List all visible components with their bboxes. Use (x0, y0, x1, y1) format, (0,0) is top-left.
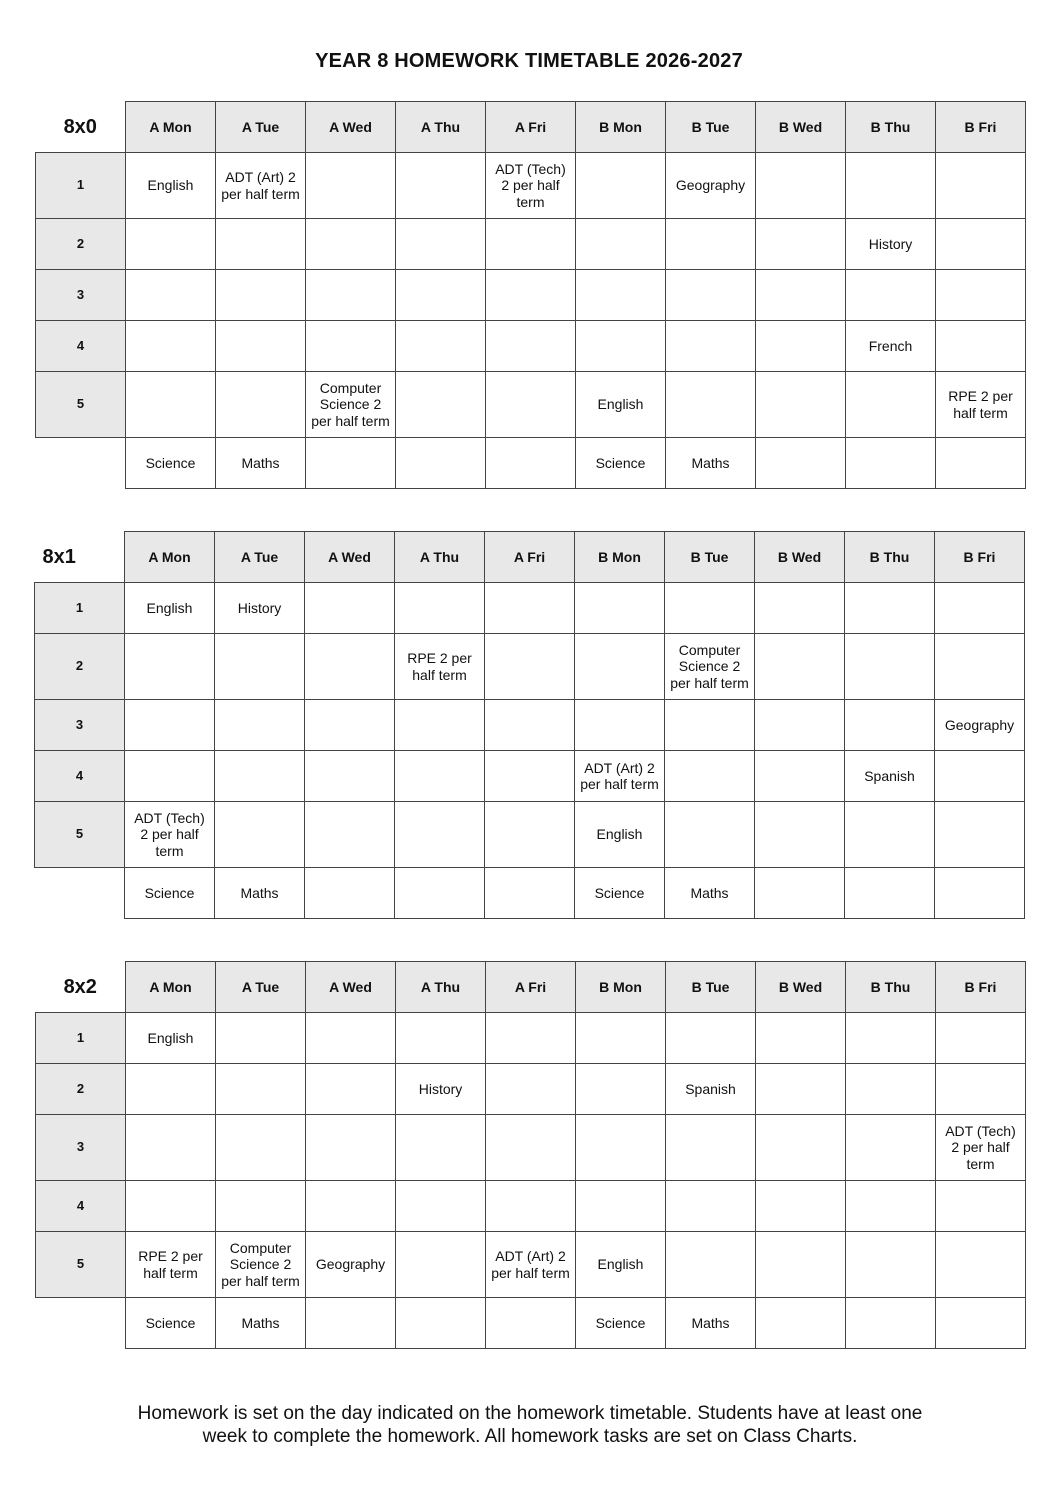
timetable-cell (936, 1232, 1026, 1298)
timetable-cell (305, 751, 395, 802)
timetable-cell (306, 438, 396, 489)
timetable-cell (396, 321, 486, 372)
timetable-cell (216, 1013, 306, 1064)
timetable-cell: Geography (666, 153, 756, 219)
period-label: 4 (36, 321, 126, 372)
timetable-cell (126, 1115, 216, 1181)
day-header: A Wed (306, 102, 396, 153)
day-header: B Fri (935, 532, 1025, 583)
timetable-cell: Spanish (845, 751, 935, 802)
timetable-cell (486, 372, 576, 438)
timetable-cell (665, 802, 755, 868)
timetable-cell (936, 1181, 1026, 1232)
period-label: 2 (35, 634, 125, 700)
timetable-cell (306, 1181, 396, 1232)
timetable-cell (215, 700, 305, 751)
day-header: B Wed (756, 962, 846, 1013)
timetable-cell (756, 1298, 846, 1349)
timetable-cell: RPE 2 per half term (936, 372, 1026, 438)
timetable-cell (666, 1115, 756, 1181)
day-header: B Thu (846, 962, 936, 1013)
timetable-cell: RPE 2 per half term (126, 1232, 216, 1298)
timetable-cell (395, 868, 485, 919)
timetable-cell (216, 1181, 306, 1232)
day-header: A Thu (396, 962, 486, 1013)
timetable-cell (306, 1115, 396, 1181)
timetable-cell: Geography (306, 1232, 396, 1298)
timetable-cell (395, 751, 485, 802)
timetable-cell (396, 153, 486, 219)
timetable-8x2 (35, 961, 1026, 1349)
timetable-cell: Computer Science 2 per half term (306, 372, 396, 438)
timetable-cell (756, 1013, 846, 1064)
timetable-cell (846, 270, 936, 321)
day-header: B Tue (665, 532, 755, 583)
timetable-cell (845, 634, 935, 700)
timetable-cell (756, 1115, 846, 1181)
timetable-cell (306, 219, 396, 270)
timetable-cell (846, 153, 936, 219)
timetable-cell (846, 372, 936, 438)
timetable-cell (755, 583, 845, 634)
day-header: B Thu (846, 102, 936, 153)
timetable-cell (576, 270, 666, 321)
timetable-cell (576, 1181, 666, 1232)
timetable-cell: Maths (666, 1298, 756, 1349)
timetable-cell (486, 1115, 576, 1181)
period-label: 3 (36, 1115, 126, 1181)
timetable-cell (846, 1064, 936, 1115)
timetable-cell (486, 270, 576, 321)
timetable-cell (666, 1232, 756, 1298)
timetable-cell (936, 153, 1026, 219)
timetable-cell: English (576, 372, 666, 438)
timetable-cell (305, 634, 395, 700)
timetable-cell (755, 634, 845, 700)
period-label: 5 (35, 802, 125, 868)
timetable-cell (306, 1064, 396, 1115)
timetable-8x0 (35, 101, 1026, 489)
timetable-cell (486, 1013, 576, 1064)
timetable-cell (396, 372, 486, 438)
day-header: B Fri (936, 962, 1026, 1013)
timetable-cell (216, 372, 306, 438)
period-label: 5 (36, 372, 126, 438)
timetable-cell (306, 270, 396, 321)
timetable-cell (306, 1013, 396, 1064)
timetable-cell: English (126, 153, 216, 219)
timetable-cell (936, 1064, 1026, 1115)
timetable-cell (575, 583, 665, 634)
day-header: A Mon (125, 532, 215, 583)
timetable-cell (936, 1298, 1026, 1349)
timetable-cell (126, 1064, 216, 1115)
timetable-cell (756, 1232, 846, 1298)
timetable-cell (846, 1013, 936, 1064)
timetable-cell: History (396, 1064, 486, 1115)
timetable-cell (485, 868, 575, 919)
timetable-cell: French (846, 321, 936, 372)
timetable-cell (305, 583, 395, 634)
timetable-cell (936, 438, 1026, 489)
period-label: 4 (36, 1181, 126, 1232)
timetable-cell (215, 634, 305, 700)
timetable-cell (575, 700, 665, 751)
timetable-cell (396, 1298, 486, 1349)
timetable-cell: History (215, 583, 305, 634)
timetable-cell (215, 802, 305, 868)
timetable-cell (936, 270, 1026, 321)
timetable-cell (215, 751, 305, 802)
period-label: 1 (36, 153, 126, 219)
timetable-cell (755, 751, 845, 802)
day-header: B Mon (576, 962, 666, 1013)
day-header: A Thu (396, 102, 486, 153)
timetable-cell (666, 270, 756, 321)
timetable-cell (756, 372, 846, 438)
timetable-cell (395, 583, 485, 634)
period-label: 1 (35, 583, 125, 634)
day-header: B Wed (755, 532, 845, 583)
timetable-cell (756, 321, 846, 372)
timetable-cell (576, 1115, 666, 1181)
timetable-cell (396, 1181, 486, 1232)
timetable-cell (486, 438, 576, 489)
period-label: 3 (36, 270, 126, 321)
timetable-cell: Maths (216, 1298, 306, 1349)
timetable-cell: Maths (666, 438, 756, 489)
timetable-cell (306, 321, 396, 372)
timetable-cell: ADT (Art) 2 per half term (575, 751, 665, 802)
footer-note: Homework is set on the day indicated on the homework timetable. Students have at least one week to complete the homework. All homework tasks are set on Class Charts. (137, 1403, 923, 1447)
blank-cell (36, 438, 126, 489)
timetable-cell: ADT (Art) 2 per half term (216, 153, 306, 219)
timetable-cell (486, 321, 576, 372)
timetable-cell (846, 1115, 936, 1181)
day-header: B Mon (575, 532, 665, 583)
timetable-cell (485, 802, 575, 868)
timetable-cell (125, 634, 215, 700)
timetable-cell (576, 1013, 666, 1064)
timetable-cell (666, 1013, 756, 1064)
timetable-cell (396, 1013, 486, 1064)
timetable-cell (396, 438, 486, 489)
timetable-cell (306, 153, 396, 219)
timetable-cell (485, 751, 575, 802)
timetable-cell: ADT (Tech) 2 per half term (486, 153, 576, 219)
timetable-cell (935, 634, 1025, 700)
timetable-cell: Geography (935, 700, 1025, 751)
timetable-cell: Science (126, 1298, 216, 1349)
timetable-cell (305, 700, 395, 751)
blank-cell (36, 1298, 126, 1349)
timetable-cell (666, 372, 756, 438)
timetable-cell (756, 1064, 846, 1115)
timetable-cell: Computer Science 2 per half term (216, 1232, 306, 1298)
timetable-cell (305, 802, 395, 868)
timetable-cell: English (575, 802, 665, 868)
timetable-cell (396, 219, 486, 270)
timetable-cell: ADT (Tech) 2 per half term (125, 802, 215, 868)
timetable-cell: Maths (216, 438, 306, 489)
blank-cell (35, 868, 125, 919)
day-header: A Tue (216, 102, 306, 153)
timetable-8x1 (34, 531, 1025, 919)
timetable-cell (576, 321, 666, 372)
day-header: A Fri (486, 962, 576, 1013)
timetable-cell: English (125, 583, 215, 634)
timetable-cell (666, 1181, 756, 1232)
timetable-cell (665, 700, 755, 751)
timetable-cell (845, 868, 935, 919)
timetable-cell (665, 583, 755, 634)
timetable-cell (396, 270, 486, 321)
period-label: 3 (35, 700, 125, 751)
class-name: 8x2 (63, 975, 97, 998)
timetable-cell: ADT (Art) 2 per half term (486, 1232, 576, 1298)
timetable-cell: Spanish (666, 1064, 756, 1115)
timetable-cell (756, 1181, 846, 1232)
timetable-cell (126, 321, 216, 372)
day-header: B Wed (756, 102, 846, 153)
period-label: 5 (36, 1232, 126, 1298)
timetable-cell (125, 751, 215, 802)
timetable-cell: Science (125, 868, 215, 919)
day-header: B Fri (936, 102, 1026, 153)
timetable-cell: English (126, 1013, 216, 1064)
period-label: 4 (35, 751, 125, 802)
timetable-cell (576, 1064, 666, 1115)
timetable-cell: RPE 2 per half term (395, 634, 485, 700)
timetable-cell (485, 634, 575, 700)
timetable-cell (486, 1298, 576, 1349)
timetable-cell (126, 1181, 216, 1232)
timetable-cell (306, 1298, 396, 1349)
timetable-cell (216, 1115, 306, 1181)
timetable-cell (845, 583, 935, 634)
timetable-cell (305, 868, 395, 919)
period-label: 1 (36, 1013, 126, 1064)
timetable-cell (935, 868, 1025, 919)
timetable-cell (126, 372, 216, 438)
class-name: 8x1 (42, 545, 76, 568)
timetable-cell (576, 153, 666, 219)
timetable-cell (755, 868, 845, 919)
timetable-cell (395, 700, 485, 751)
timetable-cell (846, 1232, 936, 1298)
period-label: 2 (36, 1064, 126, 1115)
timetable-cell (666, 219, 756, 270)
timetable-cell: Science (575, 868, 665, 919)
timetable-cell (126, 270, 216, 321)
day-header: B Thu (845, 532, 935, 583)
timetable-cell (396, 1232, 486, 1298)
timetable-cell (216, 1064, 306, 1115)
timetable-cell (576, 219, 666, 270)
period-label: 2 (36, 219, 126, 270)
day-header: A Fri (486, 102, 576, 153)
day-header: A Wed (306, 962, 396, 1013)
timetable-cell (395, 802, 485, 868)
timetable-cell: History (846, 219, 936, 270)
timetable-cell: ADT (Tech) 2 per half term (936, 1115, 1026, 1181)
timetable-cell (935, 751, 1025, 802)
timetable-cell: Science (576, 438, 666, 489)
timetable-cell (936, 321, 1026, 372)
timetable-cell (846, 1181, 936, 1232)
timetable-cell (845, 802, 935, 868)
day-header: A Thu (395, 532, 485, 583)
timetable-cell (216, 270, 306, 321)
timetable-cell (125, 700, 215, 751)
day-header: A Wed (305, 532, 395, 583)
timetable-cell (216, 219, 306, 270)
timetable-cell (126, 219, 216, 270)
day-header: A Tue (216, 962, 306, 1013)
day-header: B Tue (666, 962, 756, 1013)
timetable-cell: Maths (215, 868, 305, 919)
timetable-cell (485, 583, 575, 634)
timetable-cell (756, 219, 846, 270)
timetable-cell: Science (576, 1298, 666, 1349)
timetable-cell (755, 700, 845, 751)
day-header: A Mon (126, 962, 216, 1013)
timetable-cell (935, 802, 1025, 868)
timetable-cell (756, 153, 846, 219)
timetable-cell: Maths (665, 868, 755, 919)
timetable-cell (665, 751, 755, 802)
timetable-cell (486, 1181, 576, 1232)
day-header: A Fri (485, 532, 575, 583)
timetable-cell: English (576, 1232, 666, 1298)
page-title: YEAR 8 HOMEWORK TIMETABLE 2026-2027 (315, 50, 743, 72)
timetable-cell (666, 321, 756, 372)
class-name: 8x0 (63, 115, 97, 138)
timetable-cell (485, 700, 575, 751)
day-header: A Mon (126, 102, 216, 153)
timetable-cell: Science (126, 438, 216, 489)
timetable-cell: Computer Science 2 per half term (665, 634, 755, 700)
timetable-cell (575, 634, 665, 700)
timetable-cell (486, 1064, 576, 1115)
timetable-cell (755, 802, 845, 868)
timetable-cell (936, 219, 1026, 270)
day-header: B Tue (666, 102, 756, 153)
timetable-cell (486, 219, 576, 270)
timetable-cell (936, 1013, 1026, 1064)
timetable-cell (935, 583, 1025, 634)
timetable-cell (756, 270, 846, 321)
timetable-cell (846, 438, 936, 489)
day-header: A Tue (215, 532, 305, 583)
day-header: B Mon (576, 102, 666, 153)
timetable-cell (845, 700, 935, 751)
timetable-cell (216, 321, 306, 372)
timetable-cell (756, 438, 846, 489)
timetable-cell (846, 1298, 936, 1349)
timetable-cell (396, 1115, 486, 1181)
